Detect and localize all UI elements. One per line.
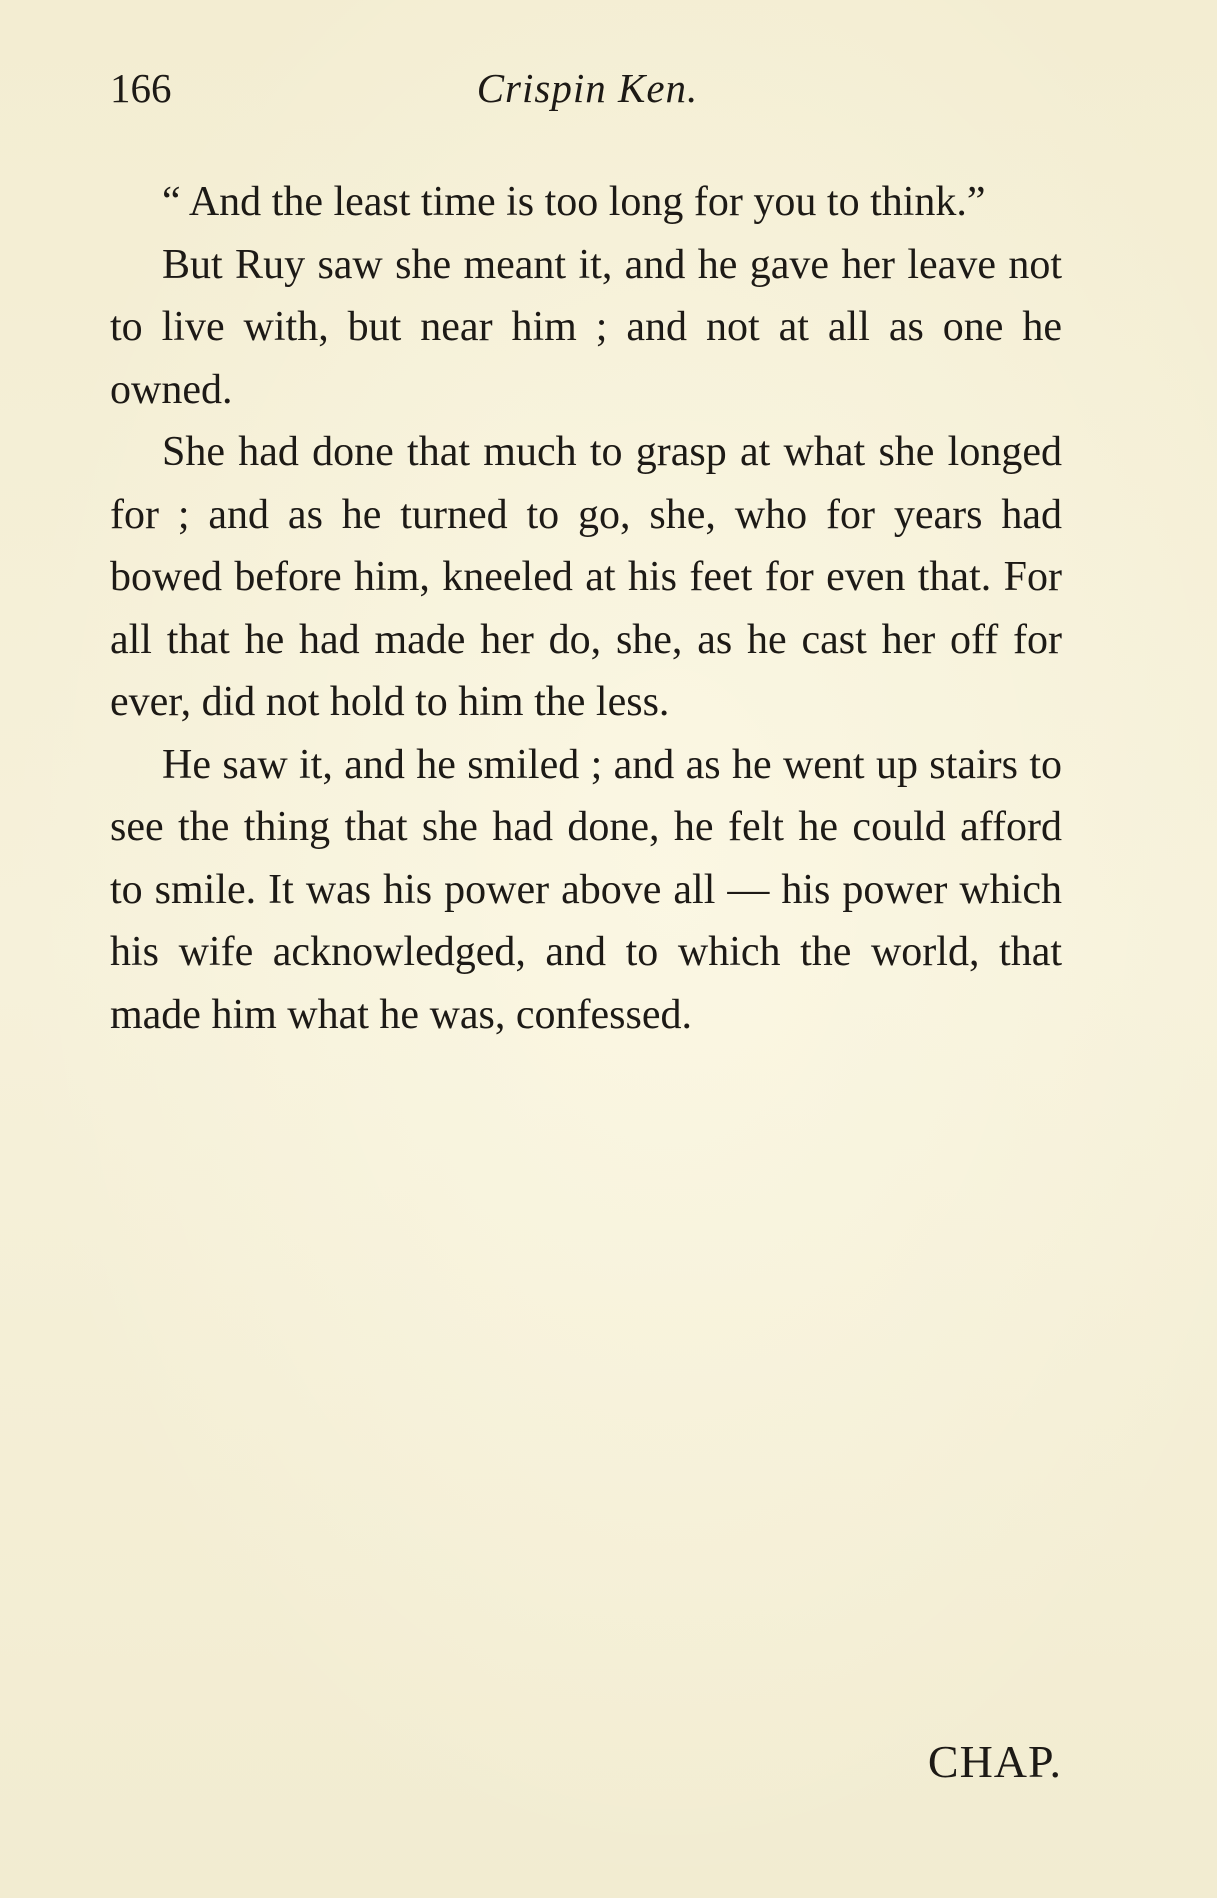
paragraph: But Ruy saw she meant it, and he gave her leave not to live with, but near him ; and not at all as one he owned.	[110, 241, 1062, 413]
page-number: 166	[110, 65, 172, 111]
paragraph: She had done that much to grasp at what she longed for ; and as he turned to go, she, who for years had bowed before him, kneeled at his feet for even that. For all that he had made her do, she, as he cast her off for ever, did not hold to him the less.	[110, 429, 1062, 725]
body-text	[110, 171, 1062, 1046]
paragraph: “ And the least time is too long for you to think.”	[162, 179, 986, 225]
running-title: Crispin Ken.	[476, 65, 699, 111]
page-header	[110, 58, 1065, 118]
catchword: CHAP.	[927, 1736, 1062, 1787]
paragraph: He saw it, and he smiled ; and as he went up stairs to see the thing that she had done, he felt he could afford to smile. It was his power above all — his power which his wife acknowledged, and to which the world, that made him what he was, confessed.	[110, 741, 1062, 1038]
